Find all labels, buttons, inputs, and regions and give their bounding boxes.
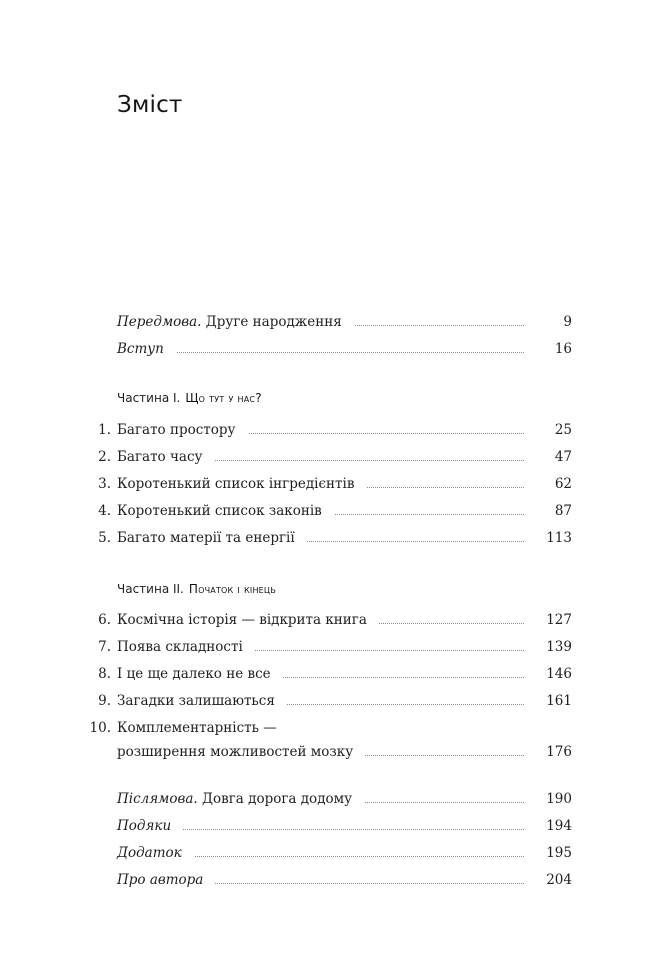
toc-entry-title: Поява складності	[117, 637, 255, 657]
chapter-number: 5.	[98, 530, 111, 546]
toc-page-number: 195	[546, 845, 572, 861]
toc-entry-chapter-9	[0, 691, 664, 711]
toc-page-number: 87	[554, 503, 572, 519]
toc-entry-acknowledgements	[0, 816, 664, 836]
toc-entry-chapter-2	[0, 447, 664, 467]
toc-entry-chapter-4	[0, 501, 664, 521]
toc-entry-title: Вступ	[117, 339, 176, 359]
part-name: Що тут у нас?	[185, 391, 262, 405]
toc-page-number: 25	[554, 422, 572, 438]
toc-entry-chapter-5	[0, 528, 664, 548]
part-label: Частина ІІ.	[117, 582, 184, 596]
toc-page-number: 47	[554, 449, 572, 465]
chapter-number: 4.	[98, 503, 111, 519]
toc-entry-afterword	[0, 789, 664, 809]
chapter-number: 3.	[98, 476, 111, 492]
toc-entry-appendix	[0, 843, 664, 863]
chapter-number: 1.	[98, 422, 111, 438]
toc-entry-title: Космічна історія — відкрита книга	[117, 610, 379, 630]
toc-page-number: 190	[546, 791, 572, 807]
toc-entry-title: І це ще далеко не все	[117, 664, 283, 684]
toc-page-number: 139	[546, 639, 572, 655]
page-title: Зміст	[117, 92, 183, 118]
toc-entry-title-line1: Комплементарність —	[117, 718, 289, 738]
toc-page-number: 9	[563, 314, 572, 330]
chapter-number: 7.	[98, 639, 111, 655]
toc-page-number: 161	[546, 693, 572, 709]
dot-leader	[117, 352, 524, 353]
toc-page-number: 113	[546, 530, 572, 546]
toc-entry-title: Передмова. Друге народження	[117, 312, 354, 332]
toc-entry-title: Про автора	[117, 870, 215, 890]
toc-entry-title: Коротенький список інгредієнтів	[117, 474, 366, 494]
toc-entry-chapter-6	[0, 610, 664, 630]
toc-entry-title: Подяки	[117, 816, 183, 836]
chapter-number: 6.	[98, 612, 111, 628]
toc-page-number: 16	[554, 341, 572, 357]
toc-entry-title-line2: розширення можливостей мозку	[117, 742, 365, 762]
toc-entry-chapter-7	[0, 637, 664, 657]
part-label: Частина І.	[117, 391, 181, 405]
chapter-number: 10.	[89, 720, 111, 736]
toc-entry-title: Багато простору	[117, 420, 248, 440]
toc-entry-title: Додаток	[117, 843, 194, 863]
toc-entry-title: Післямова. Довга дорога додому	[117, 789, 364, 809]
toc-entry-about-author	[0, 870, 664, 890]
toc-page-number: 194	[546, 818, 572, 834]
toc-page-number: 146	[546, 666, 572, 682]
toc-entry-title: Багато часу	[117, 447, 214, 467]
chapter-number: 9.	[98, 693, 111, 709]
toc-page-number: 176	[546, 744, 572, 760]
toc-page-number: 62	[554, 476, 572, 492]
part-heading-2	[117, 578, 276, 598]
toc-page-number: 204	[546, 872, 572, 888]
part-name: Початок і кінець	[188, 582, 277, 596]
toc-entry-chapter-10	[0, 718, 664, 766]
toc-entry-chapter-1	[0, 420, 664, 440]
toc-page-number: 127	[546, 612, 572, 628]
chapter-number: 2.	[98, 449, 111, 465]
toc-entry-title: Загадки залишаються	[117, 691, 287, 711]
toc-entry-preface	[0, 312, 664, 332]
toc-entry-introduction	[0, 339, 664, 359]
toc-entry-chapter-8	[0, 664, 664, 684]
toc-entry-chapter-3	[0, 474, 664, 494]
part-heading-1	[117, 387, 262, 407]
toc-entry-title: Коротенький список законів	[117, 501, 334, 521]
chapter-number: 8.	[98, 666, 111, 682]
toc-entry-title: Багато матерії та енергії	[117, 528, 307, 548]
